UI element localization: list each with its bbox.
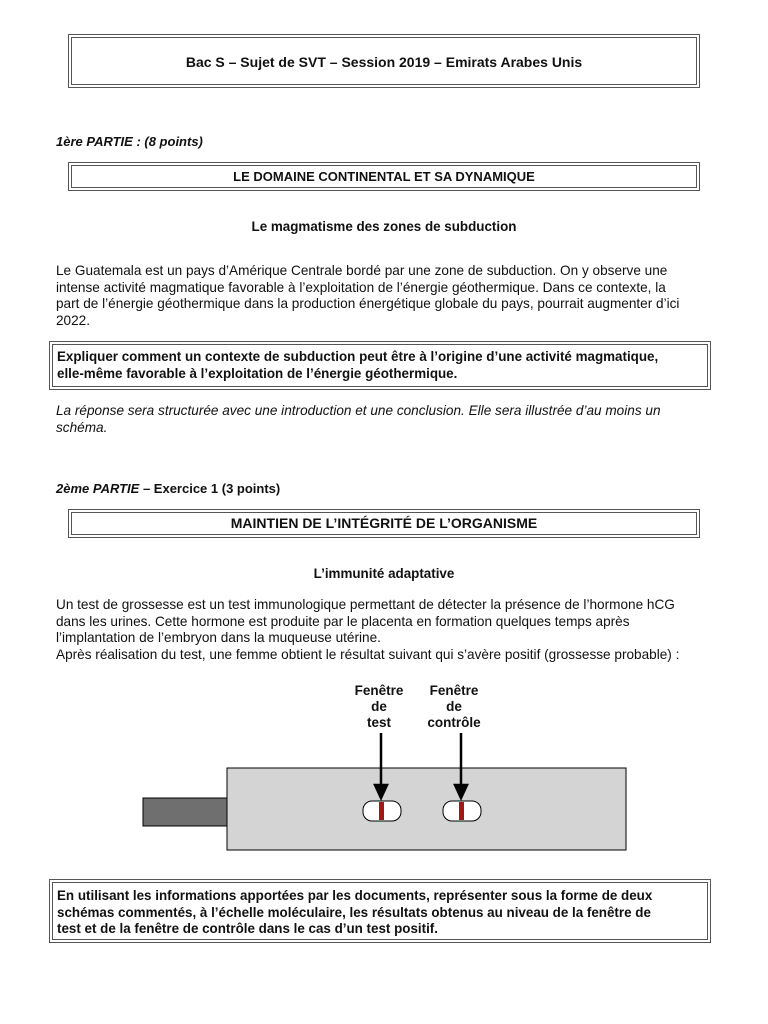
part1-intro [56, 263, 679, 329]
page-title: Bac S – Sujet de SVT – Session 2019 – Emirats Arabes Unis [185, 54, 583, 70]
arrow-test [375, 733, 387, 798]
question-line: elle-même favorable à l’exploitation de l’énergie géothermique. [57, 365, 458, 381]
control-window-band [459, 802, 464, 820]
strip-handle [143, 798, 227, 826]
part1-banner [71, 165, 697, 188]
text-line: Le Guatemala est un pays d’Amérique Centrale bordé par une zone de subduction. On y observe une [56, 263, 668, 278]
part1-question-box [52, 344, 708, 387]
test-window [363, 801, 401, 821]
text-line: La réponse sera structurée avec une introduction et une conclusion. Elle sera illustrée d’au moins un [56, 403, 661, 418]
question-line: schémas commentés, à l’échelle moléculaire, les résultats obtenus au niveau de la fenêtre de [57, 904, 651, 920]
part2-heading [56, 481, 280, 496]
part1-subtitle: Le magmatisme des zones de subduction [251, 219, 517, 234]
part2-heading-part: 2ème PARTIE [56, 481, 140, 496]
question-line: Expliquer comment un contexte de subduction peut être à l’origine d’une activité magmatique, [57, 349, 659, 364]
strip-body [227, 768, 626, 850]
text-line: Un test de grossesse est un test immunologique permettant de détecter la présence de l’hormone hCG [56, 597, 675, 612]
label-line: Fenêtre [429, 683, 479, 698]
arrow-control [455, 733, 467, 798]
part1-banner-text: LE DOMAINE CONTINENTAL ET SA DYNAMIQUE [233, 169, 535, 184]
text-line: intense activité magmatique favorable à l’exploitation de l’énergie géothermique. Dans ce contexte, la [56, 279, 666, 295]
part2-subtitle: L’immunité adaptative [313, 566, 455, 581]
label-line: de [446, 699, 462, 714]
part2-intro [56, 597, 679, 663]
part1-heading: 1ère PARTIE : (8 points) [56, 134, 203, 149]
test-window-band [379, 802, 384, 820]
text-line: dans les urines. Cette hormone est produite par le placenta en formation quelques temps après [56, 613, 630, 629]
text-line: part de l’énergie géothermique dans la production énergétique globale du pays, pourrait augmenter d’ici [56, 296, 680, 311]
part2-banner-text: MAINTIEN DE L’INTÉGRITÉ DE L’ORGANISME [230, 515, 538, 531]
text-line: Après réalisation du test, une femme obtient le résultat suivant qui s’avère positif (grossesse probable) : [56, 646, 680, 662]
text-line: schéma. [56, 419, 108, 435]
label-line: test [366, 715, 391, 730]
part2-heading-exercise: – Exercice 1 (3 points) [139, 481, 281, 496]
text-line: l’implantation de l’embryon dans la muqueuse utérine. [56, 630, 381, 645]
part2-question-box [52, 882, 708, 940]
header-box [71, 37, 697, 85]
label-line: de [371, 699, 387, 714]
label-test-window [340, 683, 418, 731]
part2-banner [71, 512, 697, 535]
text-line: 2022. [56, 312, 91, 328]
question-line: test et de la fenêtre de contrôle dans le cas d’un test positif. [57, 921, 438, 936]
question-line: En utilisant les informations apportées par les documents, représenter sous la forme de deux [57, 888, 653, 903]
label-line: Fenêtre [354, 683, 404, 698]
label-line: contrôle [427, 715, 481, 730]
part1-note [56, 403, 661, 436]
control-window [443, 801, 481, 821]
label-control-window [415, 683, 493, 731]
